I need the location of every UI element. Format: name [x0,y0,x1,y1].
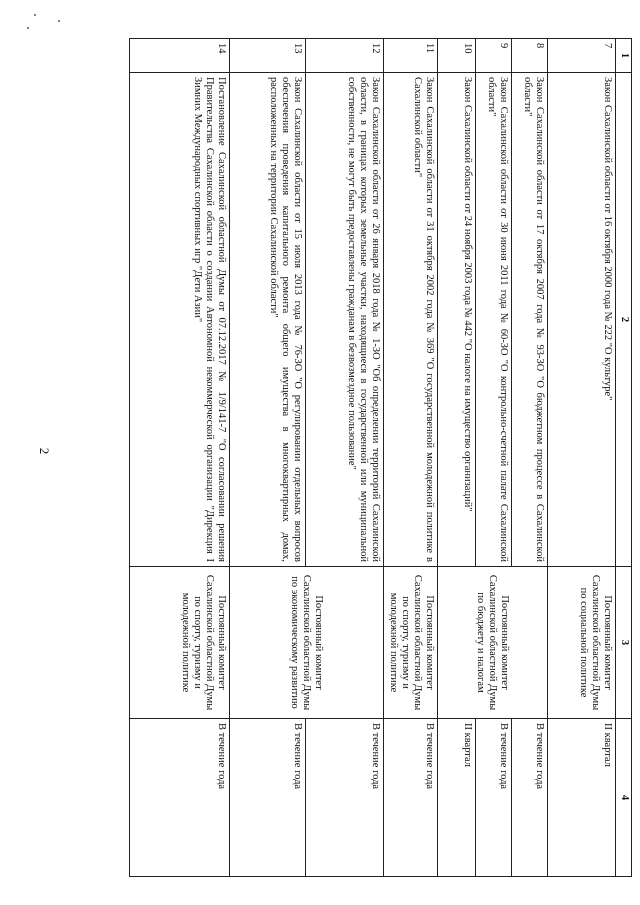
row-number: 8 [512,39,548,73]
responsible-committee: Постоянный комитет Сахалинской областной Думы по социальной политике [548,567,616,719]
header-cell: 1 [616,39,632,73]
row-number: 10 [438,39,476,73]
document-title: Закон Сахалинской области от 15 июля 2013 года № 76-ЗО "О регулировании отдельных вопросов обеспечения проведения капитального ремонта общего имущества в многоквартирных домах, расположенных на территории Сахалинской области" [230,73,306,567]
deadline: II квартал [548,719,616,877]
legislation-table [129,38,632,877]
document-title: Закон Сахалинской области от 16 октября 2000 года № 222 "О культуре" [548,73,616,567]
responsible-committee: Постоянный комитет Сахалинской областной Думы по бюджету и налогам [438,567,548,719]
table-row [476,39,512,877]
deadline: В течение года [384,719,438,877]
header-row [616,39,632,877]
table-row [230,39,306,877]
responsible-committee: Постоянный комитет Сахалинской областной Думы по спорту, туризму и молодежной политике [384,567,438,719]
table-row [512,39,548,877]
document-title: Закон Сахалинской области от 30 июня 2011 года № 60-ЗО "О контрольно-счетной палате Сахалинской области" [476,73,512,567]
header-cell: 4 [616,719,632,877]
row-number: 7 [548,39,616,73]
row-number: 14 [130,39,230,73]
responsible-committee: Постоянный комитет Сахалинской областной Думы по спорту, туризму и молодежной политике [130,567,230,719]
deadline: В течение года [130,719,230,877]
table-row [130,39,230,877]
header-cell: 2 [616,73,632,567]
document-title: Постановление Сахалинской областной Думы от 07.12.2017 № 1/9/141-7 "О согласовании решения Правительства Сахалинской области о создании Автономной некоммерческой организации "Дирекция I Зимних Международных спортивных игр "Дети Азии" [130,73,230,567]
table-row [384,39,438,877]
document-title: Закон Сахалинской области от 26 января 2018 года № 1-ЗО "Об определении территорий Сахалинской области, в границах которых земельные участки, находящиеся в государственной или муниципальной собственности, не могут быть предоставлены гражданам в безвозмездное пользование" [306,73,384,567]
deadline: В течение года [230,719,306,877]
row-number: 13 [230,39,306,73]
document-title: Закон Сахалинской области от 17 октября 2007 года № 93-ЗО "О бюджетном процессе в Сахалинской области" [512,73,548,567]
header-cell: 3 [616,567,632,719]
document-title: Закон Сахалинской области от 24 ноября 2003 года № 442 "О налоге на имущество организаций" [438,73,476,567]
table-row [438,39,476,877]
table-row [548,39,616,877]
row-number: 12 [306,39,384,73]
page-number: 2 [37,447,52,455]
row-number: 11 [384,39,438,73]
deadline: В течение года [512,719,548,877]
row-number: 9 [476,39,512,73]
document-title: Закон Сахалинской области от 31 октября 2002 года № 369 "О государственной молодежной политике в Сахалинской области" [384,73,438,567]
deadline: В течение года [306,719,384,877]
deadline: II квартал [438,719,476,877]
responsible-committee: Постоянный комитет Сахалинской областной Думы по экономическому развитию [230,567,384,719]
deadline: В течение года [476,719,512,877]
table-row [306,39,384,877]
